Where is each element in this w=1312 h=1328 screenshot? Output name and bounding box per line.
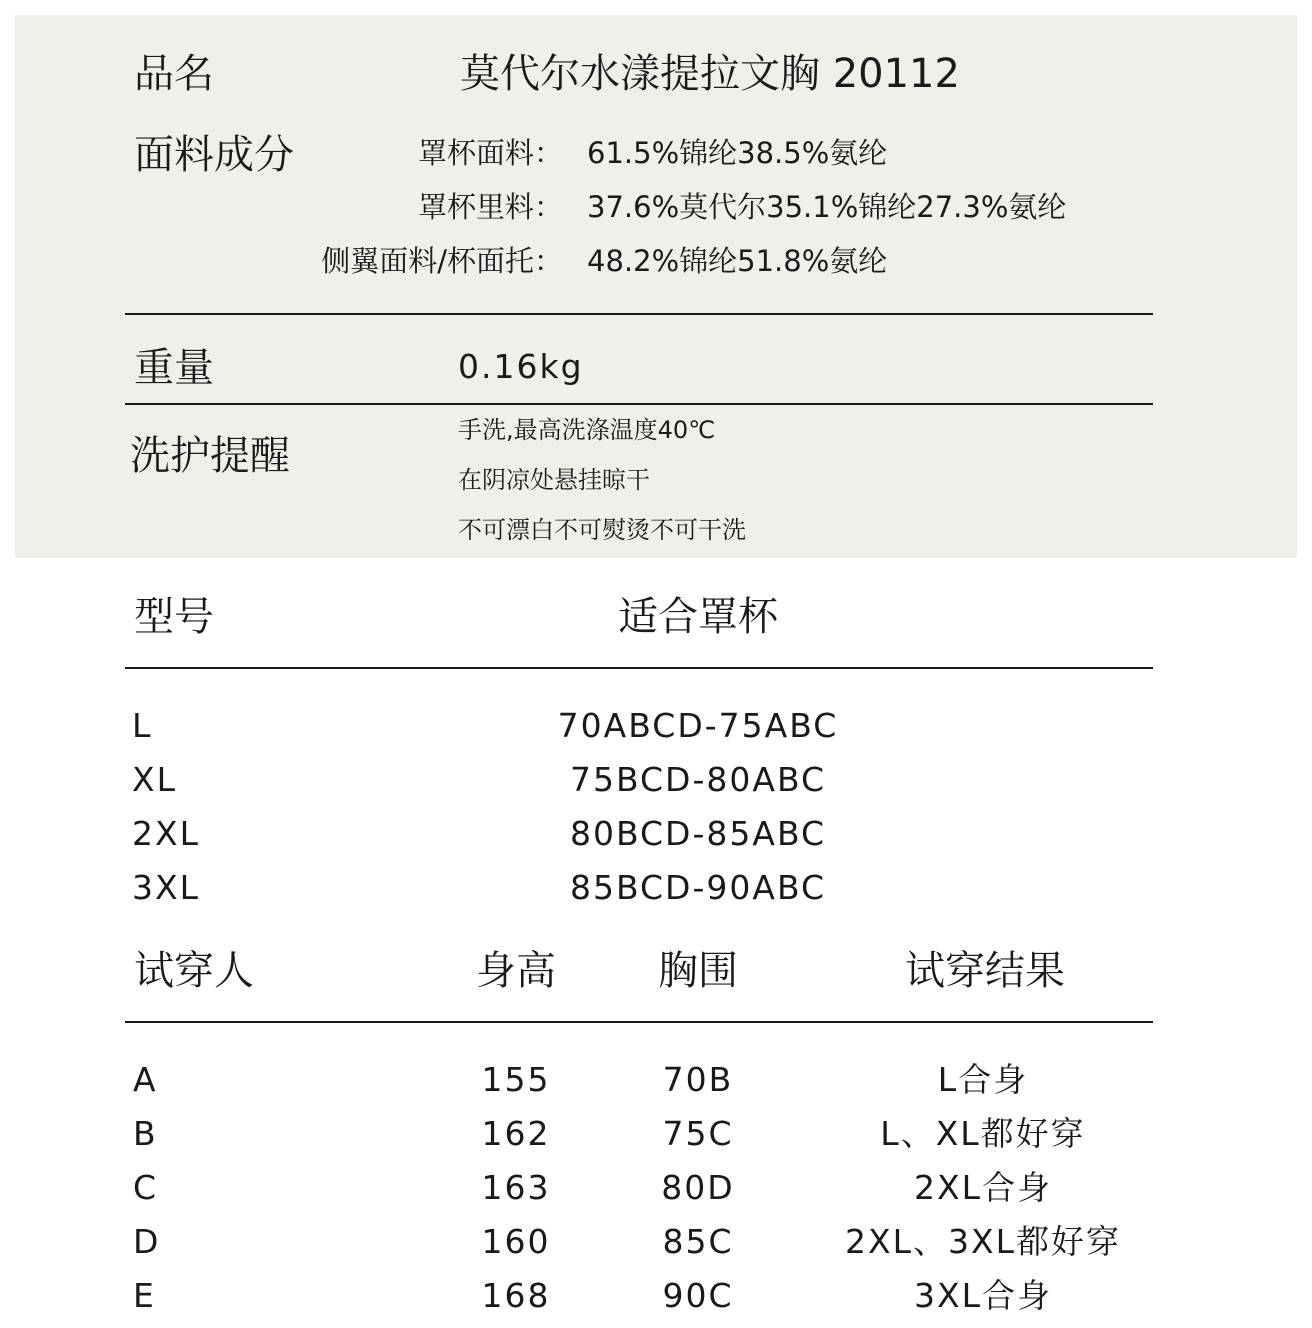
fit-cell-tester: C <box>133 1168 159 1207</box>
size-cell-cup: 70ABCD-75ABC <box>557 706 839 745</box>
fit-header-height: 身高 <box>476 948 556 994</box>
fit-cell-bust: 70B <box>662 1060 734 1099</box>
fabric-row-value: 37.6%莫代尔35.1%锦纶27.3%氨纶 <box>587 190 1067 224</box>
product-name-label: 品名 <box>134 51 214 97</box>
fit-header-bust: 胸围 <box>658 948 738 994</box>
size-cell-model: 3XL <box>132 868 200 907</box>
care-line: 在阴凉处悬挂晾干 <box>458 466 650 494</box>
fit-cell-result: 2XL合身 <box>914 1168 1052 1207</box>
fabric-row-name: 罩杯面料： <box>417 136 563 170</box>
fabric-label: 面料成分 <box>134 132 294 178</box>
size-header-model: 型号 <box>134 594 214 640</box>
fit-cell-height: 162 <box>481 1114 551 1153</box>
fit-cell-tester: B <box>133 1114 158 1153</box>
weight-value: 0.16kg <box>458 347 584 386</box>
fit-cell-bust: 75C <box>662 1114 734 1153</box>
fit-header-result: 试穿结果 <box>905 948 1065 994</box>
fit-cell-bust: 80D <box>661 1168 735 1207</box>
product-name-value: 莫代尔水漾提拉文胸 20112 <box>460 51 960 97</box>
fit-cell-height: 155 <box>481 1060 551 1099</box>
fit-cell-result: 2XL、3XL都好穿 <box>845 1222 1121 1261</box>
fabric-row-value: 61.5%锦纶38.5%氨纶 <box>587 136 888 170</box>
size-cell-cup: 80BCD-85ABC <box>569 814 827 853</box>
fit-cell-result: L合身 <box>937 1060 1029 1099</box>
weight-label: 重量 <box>134 345 214 391</box>
divider <box>125 403 1153 405</box>
fit-cell-tester: D <box>133 1222 161 1261</box>
fit-cell-height: 168 <box>481 1276 551 1315</box>
size-cell-model: 2XL <box>132 814 200 853</box>
fit-cell-tester: E <box>133 1276 156 1315</box>
fit-header-tester: 试穿人 <box>134 948 254 994</box>
size-header-cup: 适合罩杯 <box>618 594 778 640</box>
care-line: 不可漂白不可熨烫不可干洗 <box>458 516 746 544</box>
fabric-row-value: 48.2%锦纶51.8%氨纶 <box>587 244 888 278</box>
size-cell-model: XL <box>132 760 177 799</box>
divider <box>125 1021 1153 1023</box>
divider <box>125 667 1153 669</box>
fabric-row-name: 侧翼面料/杯面托： <box>321 244 563 278</box>
care-label: 洗护提醒 <box>130 433 290 479</box>
fit-cell-tester: A <box>133 1060 158 1099</box>
size-cell-cup: 85BCD-90ABC <box>569 868 827 907</box>
size-cell-model: L <box>132 706 153 745</box>
size-cell-cup: 75BCD-80ABC <box>569 760 827 799</box>
fabric-row-name: 罩杯里料： <box>417 190 563 224</box>
fit-cell-result: 3XL合身 <box>914 1276 1052 1315</box>
fit-cell-height: 160 <box>481 1222 551 1261</box>
care-line: 手洗,最高洗涤温度40℃ <box>458 416 716 444</box>
fit-cell-bust: 90C <box>662 1276 734 1315</box>
fit-cell-bust: 85C <box>662 1222 734 1261</box>
divider <box>125 313 1153 315</box>
fit-cell-height: 163 <box>481 1168 551 1207</box>
fit-cell-result: L、XL都好穿 <box>880 1114 1086 1153</box>
